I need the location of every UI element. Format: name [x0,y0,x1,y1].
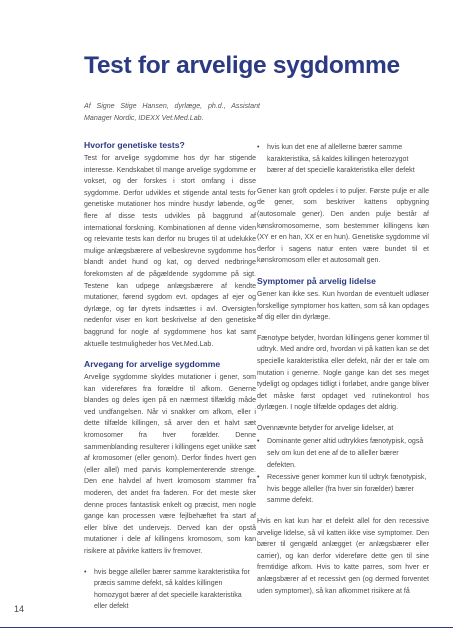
bullet-icon: • [84,568,87,576]
page-number: 14 [14,604,25,614]
paragraph: Gener kan groft opdeles i to puljer. Første pulje er alle de gener, som beskriver kattens opbygning (autosomale gener). Den anden pulje består af kønskromosomerne, som bestemmer killingens køn (XY er en han, XX er en hun). Genetiske sygdomme vil derfor i sagens natur enten være bundet til et kønskromosom eller et autosomalt gen. [257,187,429,265]
bullet-list [84,567,256,613]
paragraph: Fænotype betyder, hvordan killingens gener kommer til udtryk. Med andre ord, hvordan vi på katten kan se det specielle karakteristika eller defekt, når der er tale om mutation i generne. Nogle gange kan det ses meget tydeligt og opdages tidligt i forløbet, andre gange bliver det måske først opdaget ved rutinekontrol hos dyrlægen. I nogle tilfælde opdages det aldrig. [257,334,429,412]
bullet-list [257,436,429,507]
right-column [257,142,429,606]
left-column [84,140,256,622]
byline: Af Signe Stige Hansen, dyrlæge, ph.d., Assistant Manager Nordic, IDEXX Vet.Med.Lab. [84,102,260,122]
section-heading-why-tests: Hvorfor genetiske tests? [84,140,185,150]
paragraph: Arvelige sygdomme skyldes mutationer i gener, som kan videreføres fra forældre til afkom. Generne blandes og deles igen på en nærmest tilfældig måde ved undfangelsen. Når vi snakker om afkom, eller i dette tilfælde killingen, så arver den et halvt sæt kromosomer fra hver forælder. Denne sammenblanding resulterer i killingens eget unikke sæt af kromosomer (eller genom). Derfor findes hvert gen (eller allel) med parvis komplementerende strenge. Den ene halvdel af hvert kromosom stammer fra moderen, det andet fra faderen. For det meste sker denne proces fantastisk enkelt og præcist, men nogle gange kan processen være fejlbehæftet fra start af eller blive det undervejs. Derved kan der opstå mutationer i dele af killingens kromosom, som kan risikere at påvirke katters liv fremover. [84,374,256,555]
paragraph: Hvis en kat kun har et defekt allel for den recessive arvelige lidelse, så vil katten ikke vise symptomer. Den bærer til gengæld anlægget (er anlægsbærer eller carrier), og kan derfor videreføre dette gen til sine fremtidige afkom. Hvis to katte parres, som hver er anlægsbærer af et recessivt gen (og dermed forventet uden symptomer), så kan afkommet risikere at få [257,518,429,595]
list-item: • Recessive gener kommer kun til udtryk fænotypisk, hvis begge alleller (fra hver sin forælder) bærer samme defekt. [257,474,427,505]
bullet-icon: • [257,438,260,446]
list-item: • Dominante gener altid udtrykkes fænotypisk, også selv om kun det ene af de to alleller bærer defekten. [257,438,424,469]
list-item: • hvis kun det ene af allellerne bærer samme karakteristika, så kaldes killingen heterozygot bærer af det specielle karakteristika eller defekt [257,144,415,175]
section-heading-inheritance: Arvegang for arvelige sygdomme [84,359,221,370]
paragraph: Ovennævnte betyder for arvelige lidelser, at [257,424,394,432]
article-title: Test for arvelige sygdomme [84,52,400,79]
bullet-list [257,142,429,177]
section-heading-symptoms: Symptomer på arvelig lidelse [257,275,376,286]
bullet-icon: • [257,474,260,482]
footer-rule [0,627,453,628]
bullet-icon: • [257,144,260,151]
paragraph: Test for arvelige sygdomme hos dyr har stigende interesse. Kendskabet til mange arvelige sygdomme er vokset, og der forskes i stort omfang i disse sygdomme. Derfor udvikles et stigende antal tests for genetiske mutationer hos mindre husdyr løbende, og flere af disse tests udvikles på baggrund af international forskning. Kombinationen af denne viden og relevante tests kan derfor nu bruges til at udelukke mulige anlægsbærere af velbeskrevne sygdomme hos blandt andet hund og kat, og derved nedbringe forekomsten af de pågældende sygdomme på sigt. Testene kan udpege anlægsbærere af kendte mutationer, førend sygdom evt. opdages af ejer og dyrlæge, og før dyrets indsættes i avl. Oversigten nedenfor viser en kort beskrivelse af den genetiske baggrund for nogle af sygdommene hos kat samt aktuelle testmuligheder hos Vet.Med.Lab. [84,155,256,348]
list-item: • hvis begge alleller bærer samme karakteristika for præcis samme defekt, så kaldes killingen homozygot bærer af det specielle karakteristika eller defekt [84,568,250,611]
paragraph: Gener kan ikke ses. Kun hvordan de eventuelt udløser forskellige symptomer hos katten, som så kan opdages af dig eller din dyrlæge. [257,290,429,322]
